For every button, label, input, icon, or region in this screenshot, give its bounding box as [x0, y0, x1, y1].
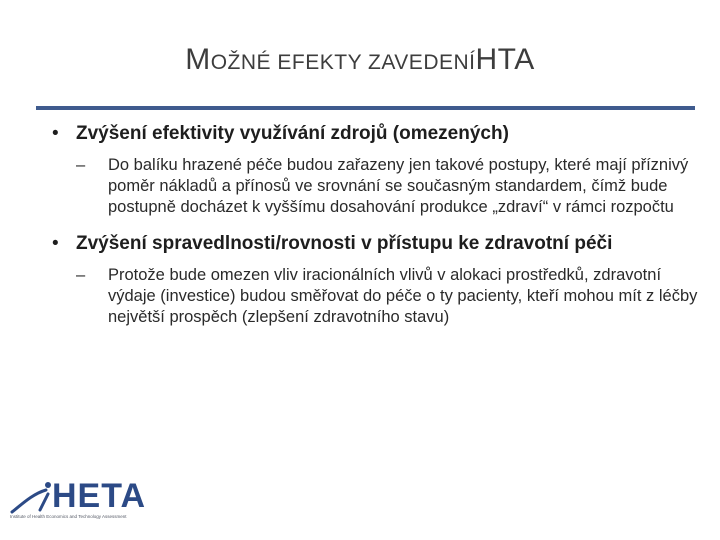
logo-swoosh-icon — [10, 480, 56, 516]
sub-bullet-mark: – — [76, 266, 86, 284]
bullet-mark: • — [52, 233, 59, 254]
title-divider — [36, 106, 695, 110]
bullet-text: Zvýšení spravedlnosti/rovnosti v přístupu ke zdravotní péči — [76, 233, 613, 254]
sub-bullet-equity — [52, 265, 698, 328]
sub-bullet-mark: – — [76, 156, 86, 174]
title-hta: HTA — [475, 43, 535, 76]
bullet-text: Zvýšení efektivity využívání zdrojů (omezených) — [76, 123, 509, 144]
logo-name: HETA — [52, 477, 147, 515]
heta-logo — [10, 478, 160, 526]
bullet-list — [52, 122, 698, 328]
sub-bullet-text: Do balíku hrazené péče budou zařazeny jen takové postupy, které mají příznivý poměr nákladů a přínosů ve srovnání se současným standardem, čímž bude postupně docházet k vyššímu dosahování produkce „zdraví“ v rámci rozpočtu — [108, 156, 689, 216]
sub-bullet-efficiency — [52, 155, 698, 218]
slide-title — [0, 42, 720, 81]
title-initial-m: M — [185, 43, 211, 76]
logo-tagline: Institute of Health Economics and Technology Assessment — [10, 514, 127, 519]
title-small-caps: OŽNÉ EFEKTY ZAVEDENÍ — [210, 51, 476, 74]
bullet-mark: • — [52, 123, 59, 144]
bullet-equity — [52, 232, 692, 255]
sub-bullet-text: Protože bude omezen vliv iracionálních vlivů v alokaci prostředků, zdravotní výdaje (investice) budou směřovat do péče o ty pacienty, kteří mohou mít z léčby největší prospěch (zlepšení zdravotního stavu) — [108, 266, 698, 326]
bullet-efficiency — [52, 122, 692, 145]
